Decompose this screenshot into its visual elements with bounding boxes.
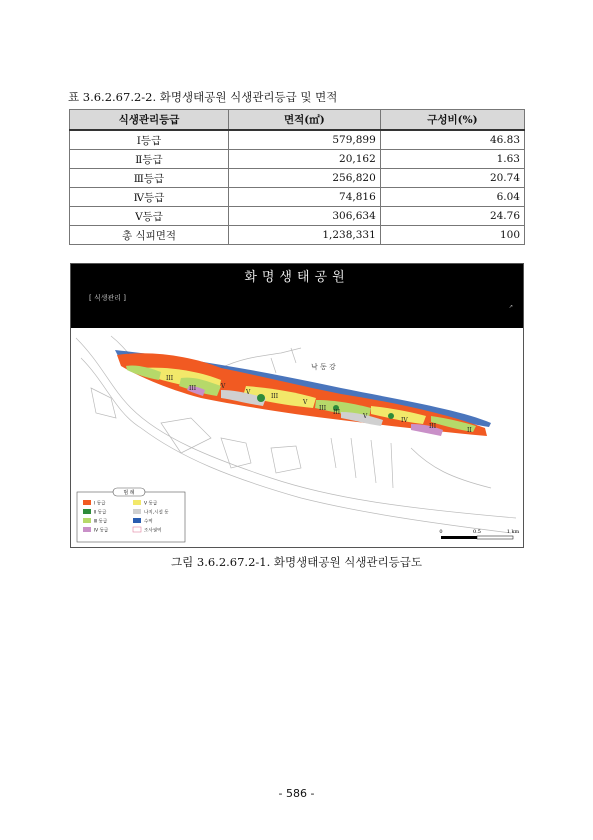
svg-text:II: II (467, 427, 472, 434)
cell-area: 579,899 (229, 130, 381, 150)
vegetation-map (71, 328, 523, 547)
legend-label: 나지,시설 등 (144, 510, 169, 516)
cell-ratio: 6.04 (380, 188, 524, 207)
cell-ratio: 100 (380, 226, 524, 245)
cell-ratio: 24.76 (380, 207, 524, 226)
cell-grade: 총 식피면적 (70, 226, 229, 245)
legend-label: Ⅲ 등급 (94, 519, 108, 525)
scale-label: 0.5 (473, 529, 481, 535)
cell-grade: Ⅱ등급 (70, 150, 229, 169)
svg-text:III: III (271, 393, 279, 400)
north-arrow-icon: ↗ (508, 304, 513, 310)
figure-caption: 그림 3.6.2.67.2-1. 화명생태공원 식생관리등급도 (171, 555, 422, 569)
cell-grade: Ⅴ등급 (70, 207, 229, 226)
svg-text:III: III (429, 423, 437, 430)
svg-text:III: III (333, 409, 341, 416)
table-total-row (70, 226, 525, 245)
svg-text:III: III (189, 385, 197, 392)
river-label: 낙 동 강 (311, 363, 336, 371)
park-grade2-spot (388, 413, 394, 419)
svg-text:V: V (363, 413, 368, 420)
svg-text:IV: IV (401, 417, 408, 424)
page-number: - 586 - (278, 787, 315, 800)
map-legend (77, 488, 185, 542)
cell-grade: Ⅳ등급 (70, 188, 229, 207)
cell-ratio: 46.83 (380, 130, 524, 150)
cell-area: 1,238,331 (229, 226, 381, 245)
svg-text:V: V (246, 389, 251, 396)
cell-ratio: 20.74 (380, 169, 524, 188)
header-area: 면적(㎡) (229, 110, 381, 131)
scale-label: 0 (439, 529, 443, 535)
legend-label: Ⅳ 등급 (94, 528, 109, 534)
scale-label: 1 km (506, 529, 520, 535)
table-caption: 표 3.6.2.67.2-2. 화명생태공원 식생관리등급 및 면적 (68, 90, 338, 104)
cell-area: 306,634 (229, 207, 381, 226)
table-row (70, 169, 525, 188)
table-row (70, 188, 525, 207)
cell-ratio: 1.63 (380, 150, 524, 169)
legend-label: Ⅰ 등급 (94, 501, 106, 507)
legend-title: 범 례 (123, 490, 135, 496)
table-row (70, 130, 525, 150)
cell-grade: Ⅰ등급 (70, 130, 229, 150)
table-row (70, 150, 525, 169)
vegetation-grade-table (69, 109, 525, 245)
legend-label: 수역 (144, 519, 153, 525)
figure-title: 화명생태공원 (244, 270, 350, 285)
header-ratio: 구성비(%) (380, 110, 524, 131)
cell-area: 256,820 (229, 169, 381, 188)
svg-text:III: III (166, 375, 174, 382)
legend-label: Ⅴ 등급 (144, 501, 158, 507)
vegetation-map-figure (70, 263, 524, 548)
table-row (70, 207, 525, 226)
svg-text:III: III (319, 405, 327, 412)
figure-subtitle: [ 식생관리 ] (89, 294, 126, 302)
cell-area: 74,816 (229, 188, 381, 207)
cell-grade: Ⅲ등급 (70, 169, 229, 188)
legend-label: Ⅱ 등급 (94, 510, 107, 516)
figure-header (71, 264, 523, 328)
svg-text:V: V (303, 399, 308, 406)
scale-bar (439, 529, 519, 539)
cell-area: 20,162 (229, 150, 381, 169)
park-grade2-spot (257, 394, 265, 402)
svg-text:V: V (221, 383, 226, 390)
header-grade: 식생관리등급 (70, 110, 229, 131)
table-header-row (70, 110, 525, 131)
legend-label: 조사권역 (144, 528, 162, 534)
